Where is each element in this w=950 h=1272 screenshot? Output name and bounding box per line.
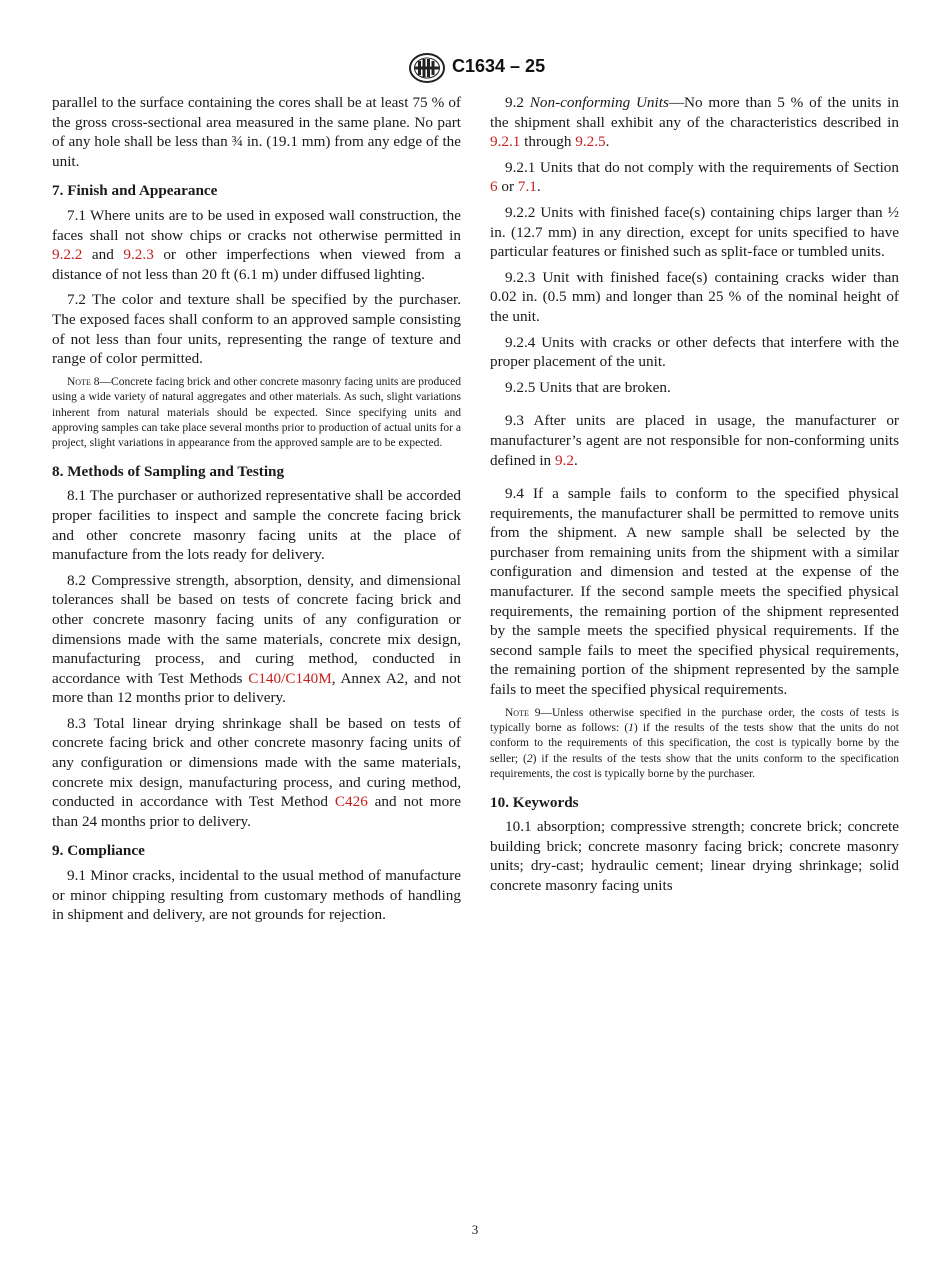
- link-c426[interactable]: C426: [334, 793, 368, 811]
- link-9-2-3[interactable]: 9.2.3: [123, 246, 154, 264]
- link-9-2-2[interactable]: 9.2.2: [52, 246, 83, 264]
- section-7-title: 7. Finish and Appearance: [52, 182, 218, 200]
- note-8: Note 8—Concrete facing brick and other concrete masonry facing units are produced using a wide variety of natural aggregates and other materials. As such, slight variations inherent from natural materials should be expected. Since specifying units and approving samples can take place several months prior to production of actual units for a project, slight variations in appearance from the approved sample are to be expected.: [52, 375, 461, 450]
- paragraph-9-2: 9.2 Non-conforming Units—No more than 5 % of the units in the shipment shall exhibit any of the characteristics described in 9.2.1 through 9.2.5.: [490, 94, 899, 151]
- left-column: [52, 93, 461, 931]
- section-10-title: 10. Keywords: [490, 793, 579, 811]
- section-9-title: 9. Compliance: [52, 842, 145, 860]
- paragraph-8-2: 8.2 Compressive strength, absorption, density, and dimensional tolerances shall be based on tests of concrete facing brick and other concrete masonry facing units of any configuration or dimensions made with the same materials, concrete mix design, manufacturing process, and curing method, conducted in accordance with Test Methods C140/C140M, Annex A2, and not more than 12 months prior to delivery.: [52, 571, 461, 707]
- paragraph-7-1: 7.1 Where units are to be used in exposed wall construction, the faces shall not show chips or cracks not otherwise permitted in 9.2.2 and 9.2.3 or other imperfections when viewed from a distance of not less than 20 ft (6.1 m) under diffused lighting.: [52, 206, 461, 283]
- paragraph-9-2-2: 9.2.2 Units with finished face(s) containing chips larger than ½ in. (12.7 mm) in any direction, except for units specified to have particular features or finished such as split-face or tumbled units.: [490, 203, 899, 261]
- link-c140[interactable]: C140/C140M: [248, 669, 332, 687]
- paragraph-9-2-1: 9.2.1 Units that do not comply with the requirements of Section 6 or 7.1.: [490, 158, 899, 196]
- section-8-title: 8. Methods of Sampling and Testing: [52, 462, 285, 480]
- document-designation: C1634 – 25: [452, 56, 546, 76]
- astm-logo-icon: [408, 52, 446, 84]
- page-number: 3: [471, 1222, 479, 1237]
- note-9: Note 9—Unless otherwise specified in the purchase order, the costs of tests is typically borne as follows: (1) if the results of the tests show that the units do not conform to the requirements of this specification, the cost is typically borne by the seller; (2) if the results of the tests show that the units conform to the specification requirements, the cost is typically borne by the purchaser.: [490, 706, 899, 781]
- link-7-1[interactable]: 7.1: [517, 178, 537, 196]
- paragraph-9-2-5: 9.2.5 Units that are broken.: [505, 378, 671, 396]
- page-header: [0, 52, 950, 86]
- paragraph-9-3: 9.3 After units are placed in usage, the manufacturer or manufacturer’s agent are not responsible for non-conforming units defined in 9.2.: [490, 412, 899, 469]
- paragraph-8-3: 8.3 Total linear drying shrinkage shall be based on tests of concrete facing brick and other concrete masonry facing units of any configuration or dimensions made with the same materials, concrete mix design, manufacturing process, and curing method, conducted in accordance with Test Method C426 and not more than 24 months prior to delivery.: [52, 714, 461, 830]
- paragraph-10-1: 10.1 absorption; compressive strength; concrete brick; concrete building brick; concrete masonry facing brick; concrete masonry units; dry-cast; hydraulic cement; linear drying shrinkage; solid concrete masonry facing units: [490, 818, 899, 895]
- paragraph-8-1: 8.1 The purchaser or authorized representative shall be accorded proper facilities to inspect and sample the concrete facing brick and other concrete masonry facing units at the place of manufacture from the lots ready for delivery.: [52, 487, 461, 564]
- paragraph-7-2: 7.2 The color and texture shall be specified by the purchaser. The exposed faces shall conform to an approved sample consisting of not less than four units, representing the range of texture and range of color permitted.: [52, 291, 461, 368]
- link-9-2-1[interactable]: 9.2.1: [490, 133, 521, 151]
- link-9-2[interactable]: 9.2: [554, 451, 574, 469]
- paragraph-9-2-4: 9.2.4 Units with cracks or other defects that interfere with the proper placement of the unit.: [490, 333, 899, 371]
- link-9-2-5[interactable]: 9.2.5: [575, 133, 606, 151]
- paragraph-9-2-3: 9.2.3 Unit with finished face(s) containing cracks wider than 0.02 in. (0.5 mm) and longer than 25 % of the nominal height of the unit.: [490, 268, 899, 325]
- right-column: [490, 93, 899, 902]
- paragraph-9-1: 9.1 Minor cracks, incidental to the usual method of manufacture or minor chipping resulting from customary methods of handling in shipment and delivery, are not grounds for rejection.: [52, 867, 461, 924]
- paragraph-9-4: 9.4 If a sample fails to conform to the specified physical requirements, the manufacturer shall be permitted to remove units from the shipment. A new sample shall be selected by the purchaser from remaining units from the shipment with a similar configuration and dimension and tested at the expense of the manufacturer. If the second sample meets the specified physical requirements, the remaining portion of the shipment represented by the sample meets the specified physical requirements. If the second sample fails to meet the specified physical requirements, the remaining portion of the shipment represented by the sample fails to meet the specified physical requirements.: [490, 485, 899, 699]
- paragraph-continued: parallel to the surface containing the cores shall be at least 75 % of the gross cross-sectional area measured in the same plane. No part of any hole shall be less than ¾ in. (19.1 mm) from any edge of the unit.: [52, 94, 461, 170]
- link-section-6[interactable]: 6: [490, 178, 498, 196]
